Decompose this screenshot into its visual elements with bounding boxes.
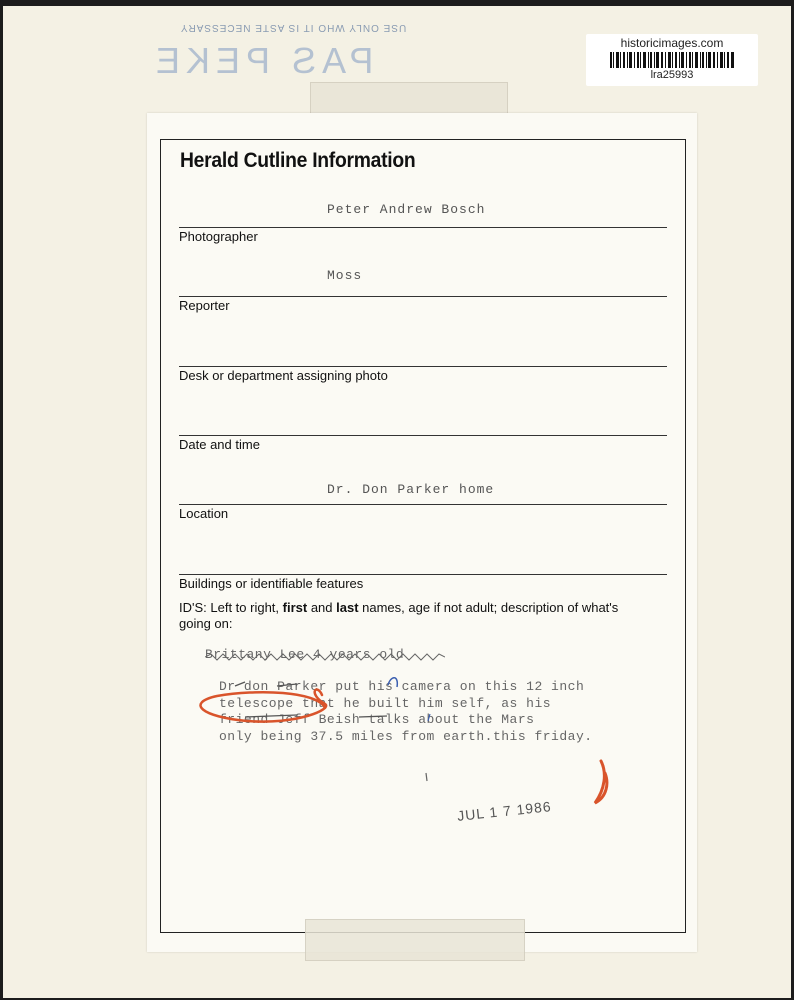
date-time-label: Date and time bbox=[179, 437, 260, 452]
ids-prefix: ID'S: Left to right, bbox=[179, 600, 283, 615]
watermark-badge bbox=[586, 34, 758, 86]
watermark-id: lra25993 bbox=[650, 69, 694, 81]
reporter-label: Reporter bbox=[179, 298, 230, 313]
reporter-rule bbox=[179, 296, 667, 297]
date-stamp: JUL 1 7 1986 bbox=[456, 798, 553, 824]
date-time-rule bbox=[179, 435, 667, 436]
typed-line-4: only being 37.5 miles from earth.this friday. bbox=[219, 729, 593, 744]
ids-instructions bbox=[179, 600, 639, 632]
location-label: Location bbox=[179, 506, 229, 521]
typed-line-1: Dr don Parker put his camera on this 12 inch bbox=[219, 679, 585, 694]
buildings-rule bbox=[179, 574, 667, 575]
watermark-site: historicimages.com bbox=[620, 36, 724, 50]
back-stamp-text: USE ONLY WHO IT IS ASTE NECESSARY bbox=[180, 22, 407, 33]
ids-first: first bbox=[282, 600, 308, 615]
barcode-icon bbox=[610, 52, 734, 68]
typed-line-2: telescope that he built him self, as his bbox=[219, 696, 552, 711]
card-frame bbox=[160, 139, 686, 933]
strikeout-marks bbox=[205, 653, 445, 661]
location-rule bbox=[179, 504, 667, 505]
card-title: Herald Cutline Information bbox=[180, 149, 416, 172]
back-stamp-mirrored: PAS PEKE bbox=[150, 40, 374, 81]
tape-strip-bottom bbox=[305, 919, 525, 961]
photographer-label: Photographer bbox=[179, 229, 258, 244]
desk-label: Desk or department assigning photo bbox=[179, 368, 388, 383]
location-value: Dr. Don Parker home bbox=[327, 482, 495, 497]
buildings-label: Buildings or identifiable features bbox=[179, 576, 364, 591]
ids-last: last bbox=[336, 600, 359, 615]
cutline-card bbox=[147, 113, 697, 952]
typed-line-3: friend Jeff Beish talks about the Mars bbox=[219, 712, 535, 727]
ids-suffix: names, age if not adult; description of what's going on: bbox=[179, 600, 619, 631]
reporter-value: Moss bbox=[327, 268, 363, 283]
photographer-value: Peter Andrew Bosch bbox=[327, 202, 486, 217]
desk-rule bbox=[179, 366, 667, 367]
typed-line-struck: Brittany Lee 4 years old bbox=[205, 647, 405, 662]
ids-and: and bbox=[307, 600, 337, 615]
photographer-rule bbox=[179, 227, 667, 228]
